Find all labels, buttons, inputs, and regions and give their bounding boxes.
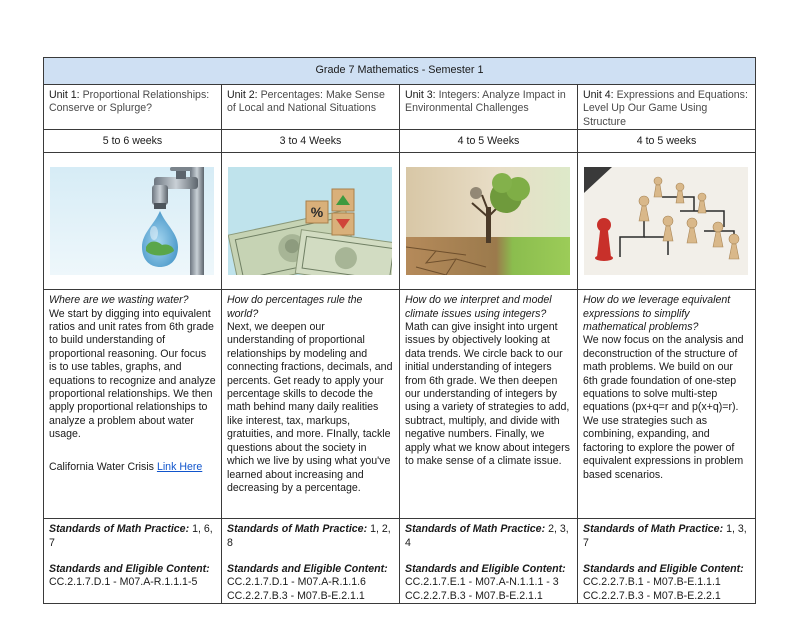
unit-2-description: Next, we deepen our understanding of proportional relationships by modeling and connecting fractions, decimals, and percents. Get ready to apply your percentage skills to decode the math behind many daily realities like interest, tax, markups, gratuities, and more. FInally, tackle questions about the society in which we live by using what you've learned about increasing and decreasing by a percentage. bbox=[227, 321, 393, 494]
money-percent-blocks-image bbox=[228, 167, 392, 275]
unit-3-duration: 4 to 5 Weeks bbox=[400, 130, 578, 153]
unit-3-label: Unit 3: bbox=[405, 89, 436, 101]
unit-3-description-cell bbox=[400, 290, 578, 519]
unit-2-image-cell bbox=[222, 153, 400, 290]
unit-4-name: Expressions and Equations: Level Up Our Game Using Structure bbox=[583, 89, 748, 128]
unit-3-header bbox=[400, 85, 578, 130]
unit-3-sec-label: Standards and Eligible Content: bbox=[405, 563, 566, 576]
unit-3-standard-1: CC.2.1.7.E.1 - M07.A-N.1.1.1 - 3 bbox=[405, 576, 559, 589]
unit-3-question: How do we interpret and model climate issues using integers? bbox=[405, 294, 552, 320]
unit-3-image-cell bbox=[400, 153, 578, 290]
unit-1-description-cell bbox=[44, 290, 222, 519]
unit-4-duration: 4 to 5 weeks bbox=[578, 130, 756, 153]
unit-1-resource bbox=[49, 461, 216, 474]
unit-1-name: Proportional Relationships: Conserve or Splurge? bbox=[49, 89, 210, 115]
unit-1-smp-label: Standards of Math Practice: bbox=[49, 523, 190, 536]
table-title-row bbox=[44, 58, 756, 85]
water-crisis-link[interactable]: Link Here bbox=[156, 460, 203, 473]
unit-1-sec-label: Standards and Eligible Content: bbox=[49, 563, 210, 576]
water-faucet-globe-image bbox=[50, 167, 214, 275]
unit-2-question: How do percentages rule the world? bbox=[227, 294, 363, 320]
unit-4-smp-label: Standards of Math Practice: bbox=[583, 523, 724, 536]
unit-1-image-cell bbox=[44, 153, 222, 290]
unit-4-standard-1: CC.2.2.7.B.1 - M07.B-E.1.1.1 bbox=[583, 576, 721, 589]
svg-text:%: % bbox=[310, 204, 324, 221]
unit-2-description-cell bbox=[222, 290, 400, 519]
unit-1-header bbox=[44, 85, 222, 130]
unit-3-name: Integers: Analyze Impact in Environmental Challenges bbox=[405, 89, 566, 115]
curriculum-table bbox=[43, 57, 756, 604]
unit-1-standards-cell bbox=[44, 519, 222, 604]
unit-1-smp-value: 1, 6, 7 bbox=[49, 523, 213, 549]
unit-2-standard-1: CC.2.1.7.D.1 - M07.A-R.1.1.6 bbox=[227, 576, 366, 589]
unit-2-sec-label: Standards and Eligible Content: bbox=[227, 563, 388, 576]
unit-1-resource-text: California Water Crisis bbox=[49, 460, 154, 473]
unit-2-duration: 3 to 4 Weeks bbox=[222, 130, 400, 153]
unit-4-label: Unit 4: bbox=[583, 89, 614, 101]
unit-names-row bbox=[44, 85, 756, 130]
unit-4-standards-cell bbox=[578, 519, 756, 604]
unit-4-smp-value: 1, 3, 7 bbox=[583, 523, 747, 549]
table-title: Grade 7 Mathematics - Semester 1 bbox=[44, 58, 756, 85]
unit-1-standard-1: CC.2.1.7.D.1 - M07.A-R.1.1.1-5 bbox=[49, 576, 198, 589]
unit-3-standard-2: CC.2.2.7.B.3 - M07.B-E.2.1.1 bbox=[405, 589, 543, 602]
unit-2-smp-value: 1, 2, 8 bbox=[227, 523, 391, 549]
standards-row bbox=[44, 519, 756, 604]
unit-4-sec-label: Standards and Eligible Content: bbox=[583, 563, 744, 576]
unit-4-question: How do we leverage equivalent expressions to simplify mathematical problems? bbox=[583, 294, 731, 334]
images-row bbox=[44, 153, 756, 290]
descriptions-row bbox=[44, 290, 756, 519]
unit-2-standards-cell bbox=[222, 519, 400, 604]
unit-3-standards-cell bbox=[400, 519, 578, 604]
unit-1-smp bbox=[49, 523, 216, 550]
unit-2-header bbox=[222, 85, 400, 130]
unit-4-image-cell bbox=[578, 153, 756, 290]
unit-2-smp-label: Standards of Math Practice: bbox=[227, 523, 368, 536]
unit-4-description: We now focus on the analysis and deconstruction of the structure of math problems. We build on our 6th grade foundation of one-step equations to solve multi-step equations (px+q=r and p(x+q)=r). We use strategies such as combining, expanding, and factoring to explore the power of equivalent expressions in problem based scenarios. bbox=[583, 334, 744, 481]
unit-4-smp bbox=[583, 523, 750, 550]
drought-green-tree-image bbox=[406, 167, 570, 275]
unit-3-smp-label: Standards of Math Practice: bbox=[405, 523, 546, 536]
unit-4-header bbox=[578, 85, 756, 130]
unit-1-question: Where are we wasting water? bbox=[49, 294, 189, 307]
unit-3-smp-value: 2, 3, 4 bbox=[405, 523, 569, 549]
unit-2-name: Percentages: Make Sense of Local and National Situations bbox=[227, 89, 385, 115]
unit-4-standard-2: CC.2.2.7.B.3 - M07.B-E.2.2.1 bbox=[583, 589, 721, 602]
duration-row bbox=[44, 130, 756, 153]
unit-2-label: Unit 2: bbox=[227, 89, 258, 101]
unit-3-smp bbox=[405, 523, 572, 550]
unit-1-label: Unit 1: bbox=[49, 89, 80, 101]
unit-1-duration: 5 to 6 weeks bbox=[44, 130, 222, 153]
unit-2-smp bbox=[227, 523, 394, 550]
unit-3-description: Math can give insight into urgent issues by objectively looking at data trends. We circle back to our initial understanding of integers from 6th grade. We then deepen our understanding of integers by using a variety of strategies to add, subtract, multiply, and divide with negative numbers. Finally, we apply what we know about integers to make sense of a climate issue. bbox=[405, 321, 570, 468]
wooden-pawns-hierarchy-image bbox=[584, 167, 748, 275]
unit-4-description-cell bbox=[578, 290, 756, 519]
unit-2-standard-2: CC.2.2.7.B.3 - M07.B-E.2.1.1 bbox=[227, 589, 365, 602]
unit-1-description: We start by digging into equivalent ratios and unit rates from 6th grade to build understanding of proportional reasoning. Our focus is to use tables, graphs, and equations to recognize and analyze proportional relationships. We then apply proportional relationships to analyze a problem about water usage. bbox=[49, 307, 216, 441]
